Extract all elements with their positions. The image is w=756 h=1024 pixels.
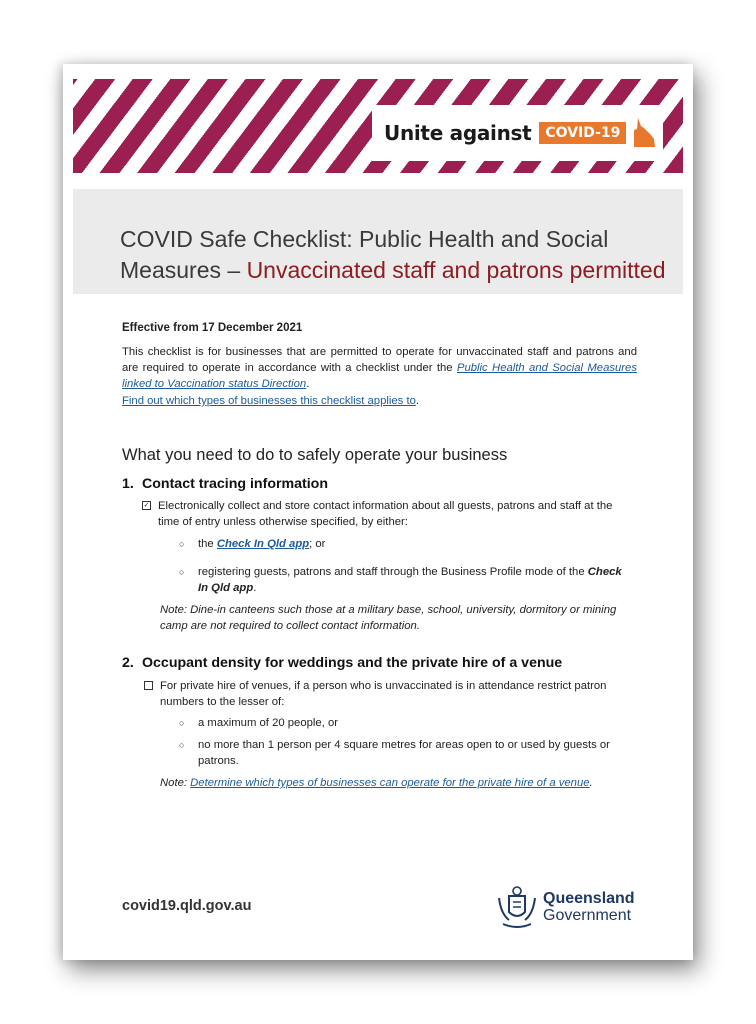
checklist-item-occupancy <box>144 678 614 710</box>
queensland-government-logo <box>495 884 635 930</box>
private-hire-link[interactable]: Determine which types of businesses can operate for the private hire of a venue <box>190 777 590 789</box>
striped-banner <box>73 79 683 173</box>
title-main: COVID Safe Checklist: Public Health and Social Measures – <box>120 226 609 283</box>
section-2-title: Occupant density for weddings and the private hire of a venue <box>142 655 563 671</box>
circle-bullet-icon: ○ <box>179 718 185 728</box>
unite-against-covid-logo <box>372 105 663 161</box>
find-out-end: . <box>415 395 420 407</box>
check-in-qld-app-emphasis: Check In Qld app <box>198 566 622 594</box>
section-2-heading <box>122 655 562 671</box>
section-1-title: Contact tracing information <box>142 476 329 492</box>
note-end: . <box>589 777 593 789</box>
checkbox-empty-icon[interactable] <box>144 681 153 690</box>
brand-tag: COVID-19 <box>539 122 626 144</box>
section-heading: What you need to do to safely operate your business <box>122 446 508 464</box>
intro-paragraph <box>122 344 637 392</box>
document-page <box>63 64 693 960</box>
circle-bullet-icon: ○ <box>179 567 185 577</box>
circle-bullet-icon: ○ <box>179 740 185 750</box>
section-1-number: 1. <box>122 476 134 492</box>
sub-item-suffix: ; or <box>309 538 326 550</box>
section-2-number: 2. <box>122 655 134 671</box>
footer-url: covid19.qld.gov.au <box>122 898 252 914</box>
applies-to-link[interactable]: Find out which types of businesses this checklist applies to <box>122 395 416 407</box>
direction-link[interactable]: Public Health and Social Measures linked to Vaccination status Direction <box>122 362 637 390</box>
sub-item-suffix: . <box>253 582 257 594</box>
note-private-hire <box>160 775 630 791</box>
find-out-line <box>122 395 419 407</box>
sub-item-text: a maximum of 20 people, or <box>198 717 339 729</box>
intro-end: . <box>306 378 310 390</box>
sub-item-prefix: registering guests, patrons and staff through the Business Profile mode of the <box>198 566 588 578</box>
sub-item-density <box>179 737 619 769</box>
effective-date: Effective from 17 December 2021 <box>122 322 303 334</box>
checklist-item-text: For private hire of venues, if a person who is unvaccinated is in attendance restrict patron numbers to the lesser of: <box>160 680 607 708</box>
note-dine-in: Note: Dine-in canteens such those at a military base, school, university, dormitory or mining camp are not required to collect contact information. <box>160 604 617 632</box>
govt-line2: Government <box>543 907 632 924</box>
note-label: Note: <box>160 777 191 789</box>
title-accent: Unvaccinated staff and patrons permitted <box>246 257 666 283</box>
section-1-heading <box>122 476 328 492</box>
brand-text: Unite against <box>384 121 532 145</box>
checklist-item-text: Electronically collect and store contact information about all guests, patrons and staff at the time of entry unless otherwise specified, by either: <box>158 500 613 528</box>
page-title <box>120 224 680 286</box>
sub-item-registering <box>179 564 624 596</box>
intro-text: This checklist is for businesses that are permitted to operate for unvaccinated staff and patrons and are required to operate in accordance with a checklist under the <box>122 346 637 374</box>
govt-line1: Queensland <box>543 890 635 907</box>
circle-bullet-icon: ○ <box>179 539 185 549</box>
sub-item-max-20 <box>179 715 338 731</box>
checklist-item-contact <box>142 498 622 530</box>
title-box <box>73 189 683 294</box>
checkbox-checked-icon[interactable]: ✓ <box>143 502 150 509</box>
coat-of-arms-icon <box>495 884 539 930</box>
queensland-map-icon <box>632 117 656 149</box>
sub-item-prefix: the <box>198 538 217 550</box>
check-in-qld-app-link[interactable]: Check In Qld app <box>216 538 310 550</box>
sub-item-app <box>179 536 325 552</box>
sub-item-text: no more than 1 person per 4 square metres for areas open to or used by guests or patrons. <box>198 739 610 767</box>
